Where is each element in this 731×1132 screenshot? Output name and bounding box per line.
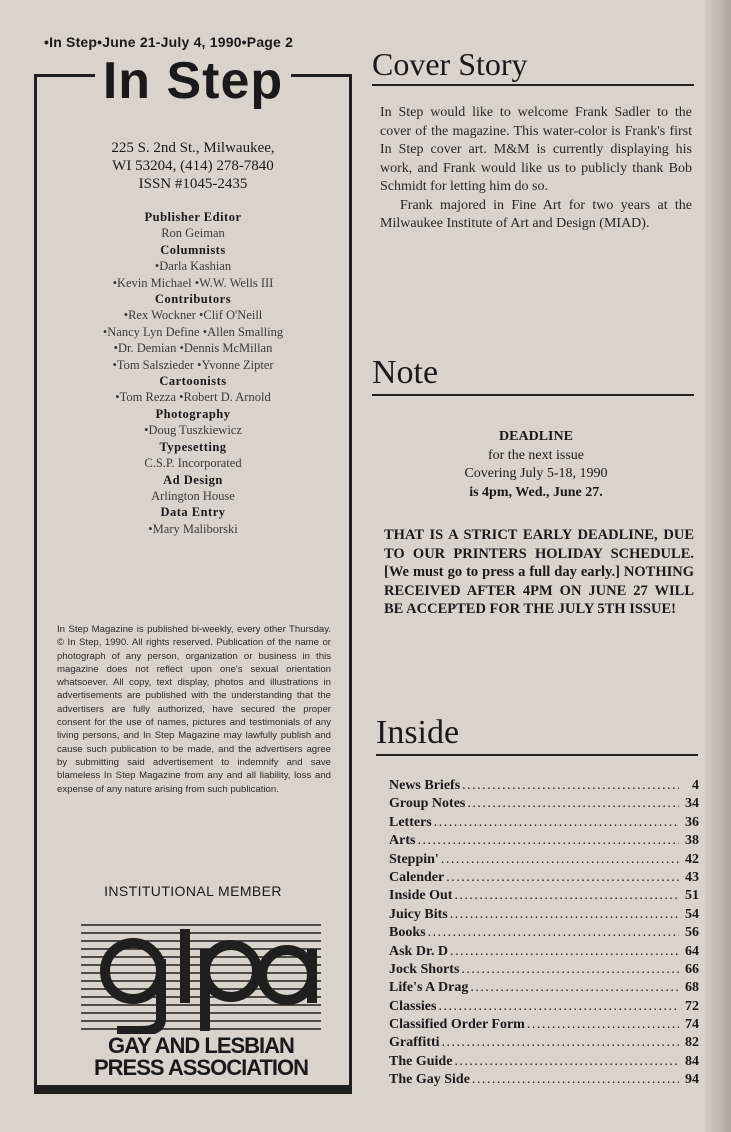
toc-leader [450, 907, 679, 923]
toc-label: Steppin' [389, 851, 439, 867]
toc-label: Ask Dr. D [389, 943, 448, 959]
page-edge-shadow [705, 0, 731, 1132]
toc-label: Letters [389, 814, 432, 830]
toc-label: Jock Shorts [389, 961, 460, 977]
toc-leader [446, 870, 679, 886]
strict-deadline-notice: THAT IS A STRICT EARLY DEADLINE, DUE TO OUR PRINTERS HOLIDAY SCHEDULE. [We must go to press a full day early.] NOTHING RECEIVED AFTER 4PM ON JUNE 27 WILL BE ACCEPTED FOR THE JULY 5TH ISSUE! [384, 527, 694, 618]
toc-page: 43 [685, 869, 699, 885]
staff-name: •Rex Wockner •Clif O'Neill [123, 308, 263, 323]
toc-page: 68 [685, 980, 699, 996]
toc-label: Calender [389, 869, 445, 885]
toc-label: Classies [389, 998, 437, 1014]
toc-page: 42 [685, 851, 699, 867]
toc-page: 54 [685, 906, 699, 922]
toc-item [389, 778, 699, 796]
toc-leader [462, 778, 679, 794]
glpa-logo [81, 919, 321, 1082]
cover-story-paragraph: Frank majored in Fine Art for two years at the Milwaukee Institute of Art and Design (MIAD). [380, 197, 692, 231]
deadline-heading: DEADLINE [499, 429, 573, 444]
toc-page: 82 [685, 1035, 699, 1051]
deadline-time: is 4pm, Wed., June 27. [469, 484, 603, 500]
toc-page: 74 [685, 1017, 699, 1033]
staff-role: Data Entry [160, 505, 226, 520]
toc-label: Inside Out [389, 888, 453, 904]
staff-name: •Nancy Lyn Define •Allen Smalling [102, 324, 284, 339]
staff-name: Arlington House [151, 488, 235, 503]
deadline-line: for the next issue [487, 447, 585, 463]
toc-item [389, 852, 699, 870]
deadline-line: Covering July 5-18, 1990 [464, 466, 608, 481]
toc-page: 38 [685, 833, 699, 849]
staff-role: Columnists [160, 242, 226, 257]
toc-label: Graffitti [389, 1035, 440, 1051]
cover-story-body [380, 104, 692, 234]
toc-item [389, 1017, 699, 1035]
toc-leader [461, 962, 679, 978]
toc-leader [434, 815, 679, 831]
running-head: •In Step•June 21-July 4, 1990•Page 2 [44, 34, 294, 50]
toc-label: Books [389, 925, 426, 941]
toc-leader [417, 833, 679, 849]
legal-notice: In Step Magazine is published bi-weekly, every other Thursday. © In Step, 1990. All rights reserved. Publication of the name or photograph of any person, organization or business in this magazine does not reflect upon one's sexual orientation whatsoever. All copy, text display, photos and illustrations in advertisements are published with the understanding that the advertisers are fully authorized, have secured the proper consent for the use of names, pictures and testimonials of any living persons, and In Step Magazine may lawfully publish and cause such publication to be made, and the advertisers agree by submitting said advertisement to indemnify and save blameless In Step Magazine from any and all liability, loss and expense of any nature arising from such publication. [57, 624, 331, 795]
inside-heading: Inside [376, 716, 698, 756]
toc-item [389, 1035, 699, 1053]
toc-item [389, 925, 699, 943]
masthead-box [34, 52, 352, 1094]
staff-name: •Kevin Michael •W.W. Wells III [112, 275, 274, 290]
masthead-address [37, 139, 349, 193]
toc-label: Arts [389, 833, 416, 849]
toc-item [389, 944, 699, 962]
toc-page: 4 [692, 778, 699, 793]
staff-name: •Darla Kashian [154, 259, 232, 274]
logo-text-line-2: PRESS ASSOCIATION [93, 1055, 309, 1080]
toc-leader [454, 888, 679, 904]
logo-text-line-1: GAY AND LESBIAN [108, 1033, 294, 1058]
toc-label: Group Notes [389, 796, 466, 812]
toc-leader [441, 852, 679, 868]
masthead-title [37, 52, 349, 110]
staff-role: Contributors [154, 292, 232, 307]
toc-leader [472, 1072, 679, 1088]
toc-leader [450, 944, 679, 960]
toc-item [389, 907, 699, 925]
cover-story-heading: Cover Story [372, 48, 694, 86]
masthead-title-text: In Step [95, 55, 291, 107]
staff-role: Publisher Editor [144, 210, 242, 224]
toc-page: 34 [685, 796, 699, 812]
institutional-member-label: INSTITUTIONAL MEMBER [104, 883, 282, 899]
toc-item [389, 833, 699, 851]
staff-role: Photography [155, 406, 231, 421]
address-line: WI 53204, (414) 278-7840 [112, 158, 274, 174]
toc-item [389, 1072, 699, 1090]
staff-name: •Mary Maliborski [148, 521, 238, 536]
staff-list [37, 209, 349, 537]
issn-line: ISSN #1045-2435 [138, 176, 248, 192]
staff-role: Ad Design [163, 472, 223, 487]
toc-item [389, 980, 699, 998]
toc-label: The Guide [389, 1053, 453, 1069]
toc-page: 94 [685, 1072, 699, 1088]
toc-page: 64 [685, 943, 699, 959]
toc-label: The Gay Side [389, 1072, 470, 1088]
toc-page: 36 [685, 814, 699, 830]
toc-page: 84 [685, 1053, 699, 1069]
note-heading: Note [372, 356, 694, 396]
toc-leader [442, 1035, 679, 1051]
address-line: 225 S. 2nd St., Milwaukee, [111, 140, 275, 156]
toc-item [389, 962, 699, 980]
toc-page: 66 [685, 961, 699, 977]
staff-name: •Tom Salszieder •Yvonne Zipter [112, 357, 274, 372]
toc-item [389, 1054, 699, 1072]
toc-label: Life's A Drag [389, 980, 469, 996]
toc-leader [454, 1054, 679, 1070]
toc-item [389, 870, 699, 888]
staff-role: Cartoonists [159, 374, 227, 389]
toc-leader [428, 925, 679, 941]
deadline-notice [380, 428, 692, 502]
staff-name: •Dr. Demian •Dennis McMillan [113, 341, 273, 356]
staff-role: Typesetting [159, 439, 227, 454]
staff-name: Ron Geiman [161, 226, 225, 241]
toc-page: 56 [685, 925, 699, 941]
glpa-logo-graphic [81, 919, 321, 1034]
toc-leader [438, 999, 679, 1015]
toc-leader [470, 980, 679, 996]
toc-page: 51 [685, 888, 699, 904]
toc-label: Juicy Bits [389, 906, 448, 922]
toc-item [389, 815, 699, 833]
toc-label: News Briefs [389, 778, 461, 793]
toc-item [389, 999, 699, 1017]
table-of-contents [389, 778, 699, 1091]
toc-leader [527, 1017, 679, 1033]
toc-page: 72 [685, 998, 699, 1014]
cover-story-paragraph: In Step would like to welcome Frank Sadler to the cover of the magazine. This water-color is Frank's first In Step cover art. M&M is currently displaying his work, and Frank would like us to publicly thank Bob Schmidt for letting him do so. [380, 105, 692, 194]
toc-item [389, 888, 699, 906]
toc-item [389, 796, 699, 814]
toc-label: Classified Order Form [389, 1017, 525, 1033]
staff-name: •Tom Rezza •Robert D. Arnold [115, 390, 271, 405]
toc-leader [467, 796, 679, 812]
staff-name: C.S.P. Incorporated [144, 456, 242, 471]
staff-name: •Doug Tuszkiewicz [144, 423, 242, 438]
